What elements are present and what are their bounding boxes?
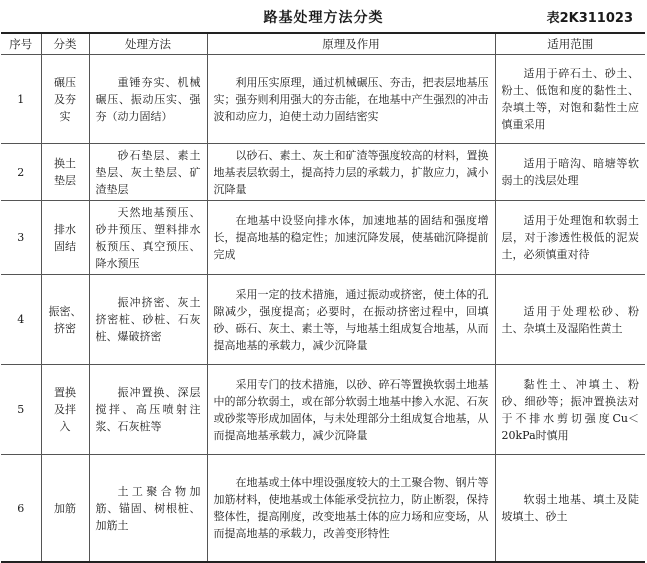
- principle-text: 采用一定的技术措施，通过振动或挤密，使土体的孔隙减少，强度提高；必要时，在振动挤密过程中，回填砂、砾石、灰土、素土等，与地基土组成复合地基，从而提高地基的承载力，减少沉降量: [213, 287, 489, 352]
- table-row: [1, 455, 645, 563]
- cell-scope: [495, 455, 645, 563]
- cell-category: [41, 55, 89, 144]
- cell-method: [89, 144, 207, 201]
- cell-no: 4: [1, 275, 41, 365]
- category-text: 置换及拌入: [54, 386, 76, 433]
- scope-text: 软弱土地基、填土及陡坡填土、砂土: [501, 493, 639, 523]
- cell-principle: [207, 55, 495, 144]
- table-row: [1, 201, 645, 275]
- principle-text: 以砂石、素土、灰土和矿渣等强度较高的材料，置换地基表层软弱土，提高持力层的承载力，扩散应力，减小沉降量: [213, 148, 489, 196]
- cell-principle: [207, 365, 495, 455]
- cell-scope: [495, 144, 645, 201]
- scope-text: 适用于碎石土、砂土、粉土、低饱和度的黏性土、杂填土等，对饱和黏性土应慎重采用: [501, 67, 639, 131]
- header-row: [1, 33, 645, 55]
- cell-principle: [207, 201, 495, 275]
- category-text: 碾压及夯实: [54, 75, 76, 123]
- scope-text: 适用于处理饱和软弱土层，对于渗透性极低的泥炭土，必须慎重对待: [501, 214, 639, 261]
- cell-no: 1: [1, 55, 41, 144]
- table-row: [1, 55, 645, 144]
- principle-text: 利用压实原理，通过机械碾压、夯击，把表层地基压实；强夯则利用强大的夯击能，在地基中产生强烈的冲击波和动应力，迫使土动力固结密实: [213, 75, 489, 123]
- scope-text: 适用于暗沟、暗塘等软弱土的浅层处理: [501, 157, 639, 187]
- cell-category: [41, 201, 89, 275]
- principle-text: 在地基或土体中埋设强度较大的土工聚合物、钢片等加筋材料，使地基或土体能承受抗拉力，防止断裂，保持整体性，提高刚度，改变地基土体的应力场和应变场，从而提高地基的承载力，改善变形特性: [213, 476, 489, 540]
- cell-method: [89, 275, 207, 365]
- category-text: 加筋: [54, 501, 76, 515]
- category-text: 振密、挤密: [48, 304, 82, 335]
- cell-scope: [495, 275, 645, 365]
- cell-scope: [495, 201, 645, 275]
- category-text: 排水固结: [54, 222, 76, 253]
- scope-text: 适用于处理松砂、粉土、杂填土及湿陷性黄土: [501, 304, 639, 335]
- method-text: 振冲挤密、灰土挤密桩、砂桩、石灰桩、爆破挤密: [95, 296, 201, 343]
- cell-scope: [495, 365, 645, 455]
- principle-text: 采用专门的技术措施，以砂、碎石等置换软弱土地基中的部分软弱土，或在部分软弱土地基中掺入水泥、石灰或砂浆等形成加固体，与未处理部分土组成复合地基，从而提高地基承载力，减少沉降量: [213, 377, 489, 442]
- header-scope: 适用范围: [495, 33, 645, 55]
- method-text: 天然地基预压、砂井预压、塑料排水板预压、真空预压、降水预压: [95, 205, 201, 270]
- cell-category: [41, 365, 89, 455]
- header-category: 分类: [41, 33, 89, 55]
- cell-principle: [207, 144, 495, 201]
- cell-no: 5: [1, 365, 41, 455]
- cell-no: 6: [1, 455, 41, 563]
- table-title: 路基处理方法分类: [263, 10, 384, 26]
- title-row: [0, 0, 647, 32]
- principle-text: 在地基中设竖向排水体，加速地基的固结和强度增长，提高地基的稳定性；加速沉降发展，使基础沉降提前完成: [213, 214, 489, 261]
- header-principle: 原理及作用: [207, 33, 495, 55]
- method-text: 重锤夯实、机械碾压、振动压实、强夯（动力固结）: [95, 75, 201, 123]
- roadbed-treatment-table: [1, 32, 645, 563]
- table-row: [1, 275, 645, 365]
- table-row: [1, 365, 645, 455]
- cell-method: [89, 365, 207, 455]
- cell-principle: [207, 275, 495, 365]
- cell-category: [41, 455, 89, 563]
- scope-text: 黏性土、冲填土、粉砂、细砂等；振冲置换法对于不排水剪切强度Cu＜20kPa时慎用: [501, 377, 639, 442]
- method-text: 振冲置换、深层搅拌、高压喷射注浆、石灰桩等: [95, 386, 201, 433]
- table-row: [1, 144, 645, 201]
- method-text: 砂石垫层、素土垫层、灰土垫层、矿渣垫层: [95, 148, 201, 196]
- category-text: 换土垫层: [54, 157, 76, 187]
- cell-category: [41, 275, 89, 365]
- cell-no: 2: [1, 144, 41, 201]
- header-no: 序号: [1, 33, 41, 55]
- cell-scope: [495, 55, 645, 144]
- table-number: 表2K311023: [546, 11, 633, 26]
- cell-category: [41, 144, 89, 201]
- method-text: 土工聚合物加筋、锚固、树根桩、加筋土: [95, 484, 201, 532]
- cell-method: [89, 455, 207, 563]
- cell-no: 3: [1, 201, 41, 275]
- header-method: 处理方法: [89, 33, 207, 55]
- cell-method: [89, 201, 207, 275]
- cell-method: [89, 55, 207, 144]
- cell-principle: [207, 455, 495, 563]
